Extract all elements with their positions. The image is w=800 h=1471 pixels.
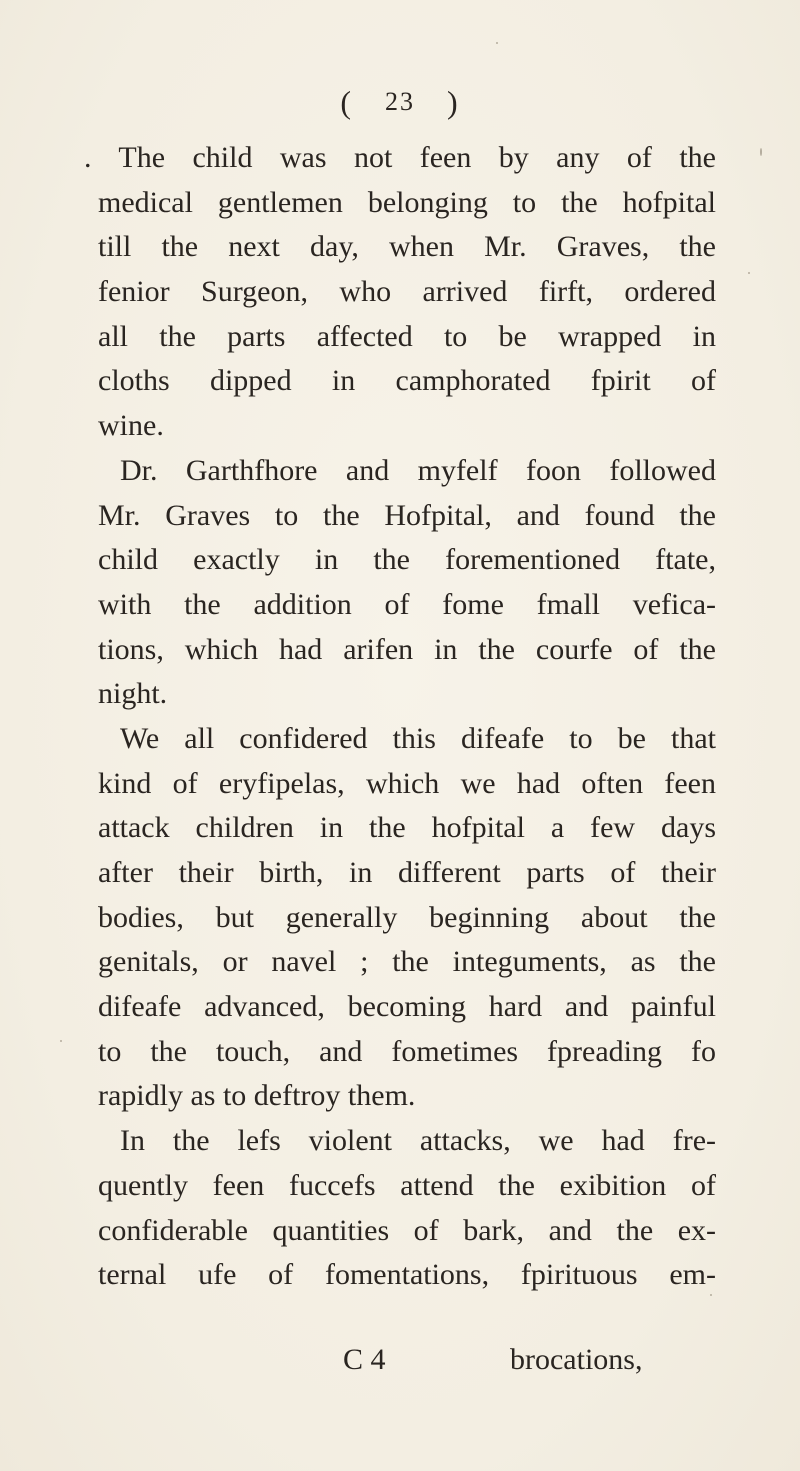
text-line: ternal ufe of fomentations, fpirituous em- (98, 1258, 716, 1292)
page-footer (0, 1338, 800, 1382)
text-line: attack children in the hofpital a few days (98, 811, 716, 845)
text-line: rapidly as to deftroy them. (98, 1079, 416, 1113)
text-line: difeafe advanced, becoming hard and painful (98, 990, 716, 1024)
text-line: quently feen fuccefs attend the exibition of (98, 1168, 716, 1202)
text-line: fenior Surgeon, who arrived firft, ordered (98, 275, 716, 309)
folio-close-paren: ) (447, 84, 460, 120)
signature-mark: C 4 (343, 1343, 386, 1376)
paper-speck (760, 148, 762, 156)
text-line: wine. (98, 409, 164, 443)
folio-open-paren: ( (340, 84, 353, 120)
text-line: medical gentlemen belonging to the hofpital (98, 185, 716, 219)
text-line: kind of eryfipelas, which we had often feen (98, 766, 716, 800)
paper-speck (496, 42, 498, 44)
folio-number: 23 (385, 87, 415, 116)
body-text (84, 136, 716, 1298)
text-line: with the addition of fome fmall vefica- (98, 587, 716, 621)
text-line: genitals, or navel ; the integuments, as the (98, 945, 716, 979)
text-line: tions, which had arifen in the courfe of the (98, 632, 716, 666)
text-line: . The child was not feen by any of the (84, 141, 716, 174)
text-line: all the parts affected to be wrapped in (98, 319, 716, 353)
text-line: night. (98, 677, 168, 711)
text-line: child exactly in the forementioned ftate, (98, 543, 716, 577)
page-number-header (0, 84, 800, 121)
text-line: Dr. Garthfhore and myfelf foon followed (120, 453, 716, 487)
text-line: after their birth, in different parts of their (98, 856, 716, 889)
text-line: to the touch, and fometimes fpreading fo (98, 1034, 716, 1068)
text-line: In the lefs violent attacks, we had fre- (120, 1124, 716, 1158)
text-line: bodies, but generally beginning about the (98, 900, 716, 934)
catchword: brocations, (510, 1343, 643, 1376)
text-line: We all confidered this difeafe to be that (120, 721, 716, 755)
text-line: cloths dipped in camphorated fpirit of (98, 364, 716, 398)
text-line: till the next day, when Mr. Graves, the (98, 230, 716, 264)
paper-speck (60, 1040, 62, 1042)
text-line: Mr. Graves to the Hofpital, and found the (98, 498, 716, 532)
paper-speck (748, 272, 750, 274)
paper-speck (710, 1294, 712, 1296)
text-line: confiderable quantities of bark, and the ex- (98, 1213, 716, 1247)
